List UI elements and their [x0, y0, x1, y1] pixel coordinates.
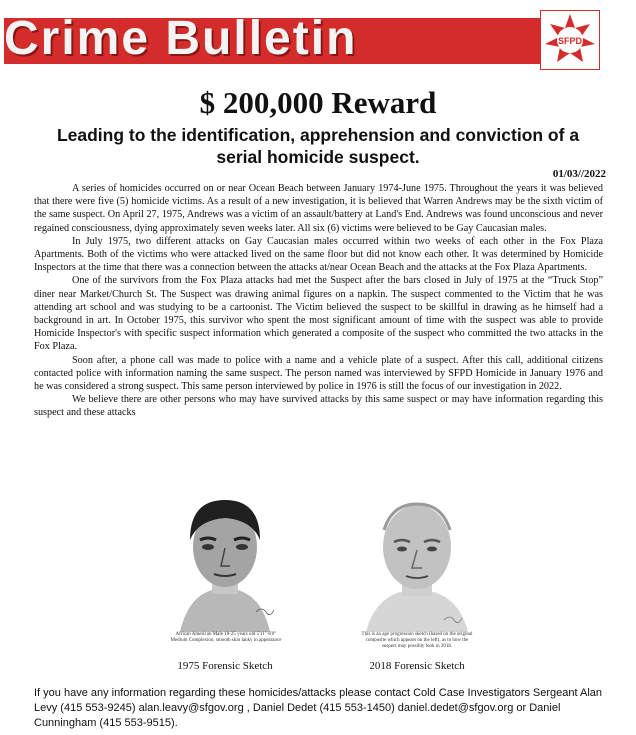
reward-heading: $ 200,000 Reward — [199, 85, 437, 120]
contact-information: If you have any information regarding these homicides/attacks please contact Cold Case Investigators Sergeant Alan Levy (415 553-9245) alan.leavy@sfgov.org , Daniel Dedet (415 553-1450) daniel.dedet@sfgov.org or Daniel Cunningham (415 553-9515). — [34, 687, 603, 729]
bulletin-title: Crime Bulletin — [4, 12, 358, 65]
paragraph: One of the survivors from the Fox Plaza attacks had met the Suspect after the bars closed in July of 1975 at the “Truck Stop” diner near Market/Church St. The Suspect was drawing animal figures on a napkin. The suspect commented to the Victim that he was attending art school and was studying to be a cartoonist. The Victim believed the suspect to be skillful in drawing as he himself had a background in art. In October 1975, this survivor who spent the most significant amount of time with the suspect was able to provide Homicide Inspector's with specific suspect information which generated a composite of the suspect who committed the two attacks in the Fox Plaza. — [34, 275, 603, 353]
sfpd-badge-icon — [540, 10, 600, 70]
paragraph: In July 1975, two different attacks on Gay Caucasian males occurred within two weeks of each other in the Fox Plaza Apartments. Both of the victims who were attacked lived on the same floor but did not know each other. It was determined by Homicide Inspectors at the time that there was a connection between the attacks at/near Ocean Beach and the attacks at the Fox Plaza Apartments. — [34, 235, 603, 274]
bulletin-body — [34, 182, 603, 420]
bulletin-date: 01/03//2022 — [552, 168, 606, 180]
sketch-2018-caption: 2018 Forensic Sketch — [369, 660, 465, 672]
sketch-1975-caption: 1975 Forensic Sketch — [177, 660, 273, 672]
subtitle: Leading to the identification, apprehension and conviction of a serial homicide suspect. — [56, 125, 580, 167]
paragraph: A series of homicides occurred on or near Ocean Beach between January 1974-June 1975. Throughout the years it was believed that there were five (5) homicide victims. As a result of a new investigation, it is believed that Warren Andrews may be the sixth victim of the same suspect. On April 27, 1975, Andrews was a victim of an assault/battery at Land's End. Andrews was found unconscious and never regained consciousness, dying approximately seven weeks later. All six (6) victims were believed to be Gay Caucasian males. — [34, 183, 603, 234]
badge-text: SFPD — [557, 36, 583, 46]
sketch-1975-image — [160, 492, 290, 632]
paragraph: Soon after, a phone call was made to police with a name and a vehicle plate of a suspect. After this call, additional citizens contacted police with information naming the same suspect. The person named was interviewed by SFPD Homicide in January 1976 and he was considered a strong suspect. This same person interviewed by police in 1976 is still the focus of our investigation in 2022. — [34, 354, 603, 393]
sketch-2018-description: This is an age progression sketch (based on the original composite which appears on the left), as to how the suspect may possibly look in 2018. — [361, 632, 473, 649]
sketch-2018-image — [352, 492, 482, 632]
sketch-1975-description: African American Male 18-25 years old 5'11"-6'0" Medium Complexion, smooth skin lanky in appearance — [170, 632, 282, 643]
paragraph: We believe there are other persons who may have survived attacks by this same suspect or may have information regarding this suspect and these attacks — [34, 394, 603, 419]
